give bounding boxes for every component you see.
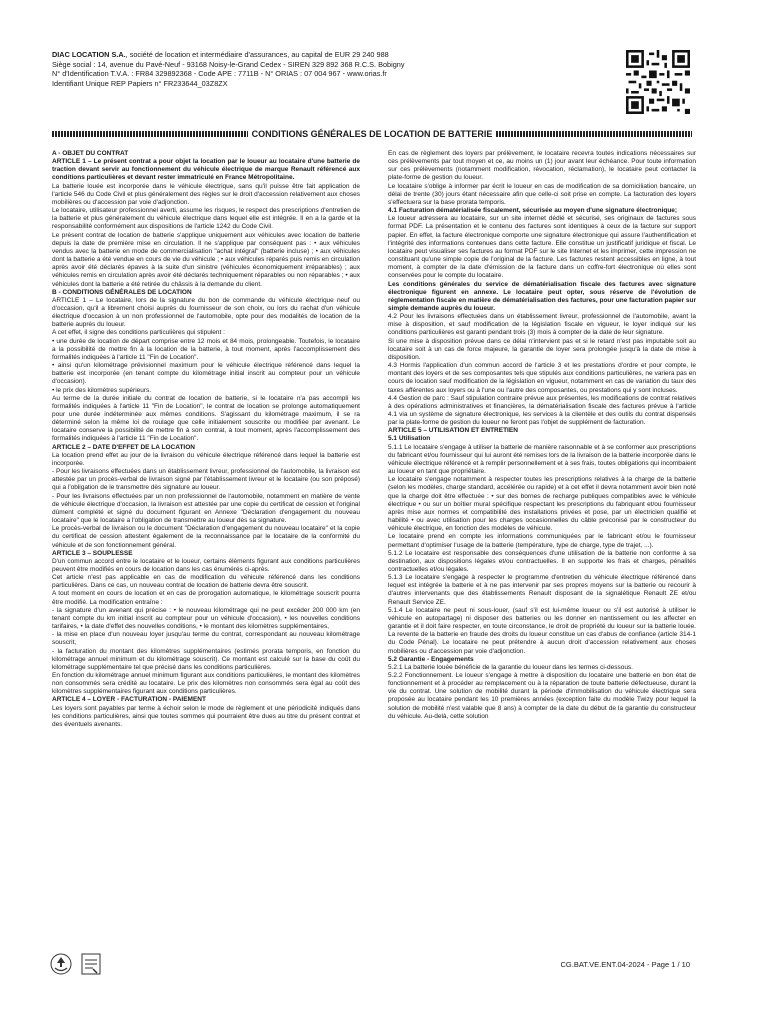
paragraph: La batterie louée est incorporée dans le véhicule électrique, sans qu'il puisse être fait application de l'article 546 du Code Civil et plus généralement des règles sur le droit d'accession relativement aux choses mobilières ou d'accession par voie d'adjonction. bbox=[52, 182, 360, 206]
paragraph: Le locataire s'oblige à informer par écrit le loueur en cas de modification de sa domiciliation bancaire, un délai de trente (30) jours étant nécessaire afin que celle-ci soit prise en compte. La facturation des loyers s'effectuera sur la base prorata temporis. bbox=[388, 182, 696, 206]
title-rule-right bbox=[496, 131, 692, 137]
paragraph: Les loyers sont payables par terme à échoir selon le mode de règlement et une périodicité indiqués dans les conditions particulières, ainsi que toutes sommes qui pourraient être dues au titre du présent contrat et des éventuels avenants. bbox=[52, 704, 360, 728]
section-heading: ARTICLE 3 – SOUPLESSE bbox=[52, 549, 133, 557]
paragraph: - la facturation du montant des kilomètres supplémentaires (estimés prorata temporis, en fonction du kilométrage annuel minimum et du kilométrage souscrit). Ce montant est calculé sur la base du coût du kilométrage supplémentaire tel que précisé dans les conditions particulières. bbox=[52, 647, 360, 671]
paragraph: ARTICLE 1 – Le locataire, lors de la signature du bon de commande du véhicule électrique neuf ou d'occasion, qu'il a librement choisi auprès du fournisseur de son choix, ou lors du rachat d'un véhicule électrique d'occasion à un non professionnel de l'automobile, opte pour des modalités de location de la batterie auprès du loueur. bbox=[52, 296, 360, 329]
paragraph: Au terme de la durée initiale du contrat de location de batterie, si le locataire n'a pas accompli les formalités indiquées à l'article 11 "Fin de Location", le contrat de location se prolonge automatiquement pour une durée indéterminée aux mêmes conditions. S'agissant du kilométrage maximum, il se ra déterminé selon la même loi de roulage que celle initialement souscrite ou modifiée par avenant. Le locataire conserve la possibilité de mettre fin à son contrat, à tout moment, après l'accomplissement des formalités indiquées à l'article 11 "Fin de Location". bbox=[52, 394, 360, 443]
paragraph: Le loueur adressera au locataire, sur un site internet dédié et sécurisé, ses originaux de factures sous format PDF. La présentation et le contenu des factures sont identiques à ceux de la facture sur support papier. En effet, la facture électronique comporte une signature électronique qui assure l'authentification et l'intégrité des informations contenues dans cette facture. Elle constitue un justificatif juridique et fiscal. Le locataire peut visualiser ses factures au format PDF sur le site Internet et les imprimer, cette impression ne constituant qu'une simple copie de l'original de la facture. Les factures restent accessibles en ligne, à tout moment, à compter de la date d'émission de la facture dans un coffre-fort électronique où elles sont conservées pour le compte du locataire. bbox=[388, 215, 696, 280]
paragraph: ARTICLE 1 – Le présent contrat a pour objet la location par le loueur au locataire d'une batterie de traction devant servir au fonctionnement du véhicule électrique de marque Renault référencé aux conditions particulières et devant rester immatriculé en France Métropolitaine. bbox=[52, 158, 360, 182]
paragraph: 5.1.2 Le locataire est responsable des conséquences d'une utilisation de la batterie non conforme à sa destination, aux dispositions légales et/ou contractuelles. Il en supporte les frais et charges, pénalités contractuelles et/ou légales. bbox=[388, 549, 696, 573]
paragraph: 5.2.2 Fonctionnement. Le loueur s'engage à mettre à disposition du locataire une batterie en bon état de fonctionnement et à procéder au remplacement ou à la réparation de toute batterie défectueuse, durant la vie du contrat. Une solution de mobilité durant la période d'immobilisation du véhicule électrique sera proposée au locataire pendant les 10 premières années (exception faite du modèle Twizy pour lequel la solution de mobilité n'est valable que 8 ans) à compter de la date du début de la garantie du constructeur du véhicule. Au-delà, cette solution bbox=[388, 672, 696, 720]
paragraph: 4.4 Gestion de parc : Sauf stipulation contraire prévue aux présentes, les modifications de contrat relatives à des opérations administratives et financières, la dématérialisation fiscale des factures prévue à l'article 4.1 via un système de signature électronique, les services à la clientèle et des outils du contrat dispensés par la plate-forme de gestion du loueur ne feront pas l'objet de supplément de facturation. bbox=[388, 394, 696, 427]
paragraph: 5.2.1 La batterie louée bénéficie de la garantie du loueur dans les termes ci-dessous. bbox=[388, 663, 633, 671]
paragraph: Les conditions générales du service de dématérialisation fiscale des factures avec signature électronique figurent en annexe. Le locataire peut opter, sous réserve de l'évolution de réglementation fiscale en matière de dématérialisation des factures, pour une facturation papier sur simple demande auprès du loueur. bbox=[388, 280, 696, 312]
right-column bbox=[388, 150, 696, 721]
paragraph: • une durée de location de départ comprise entre 12 mois et 84 mois, prolongeable. Toutefois, le locataire a la possibilité de mettre fin à la location de la batterie, à tout moment, après l'accomplissement des formalités indiquées à l'article 11 "Fin de Location". bbox=[52, 337, 360, 361]
footer-icons bbox=[50, 952, 102, 976]
section-heading: A - OBJET DU CONTRAT bbox=[52, 150, 129, 157]
recycle-icon bbox=[50, 953, 72, 975]
paragraph: • ainsi qu'un kilométrage prévisionnel maximum pour le véhicule électrique référencé dans lequel la batterie est incorporée (en tenant compte du kilométrage initial inscrit au compteur pour un véhicule d'occasion). bbox=[52, 362, 360, 386]
paragraph: - la signature d'un avenant qui précise : • le nouveau kilométrage qui ne peut excéder 200 000 km (en tenant compte du km initial inscrit au compteur pour un véhicule d'occasion), • les nouvelles conditions tarifaires, • la date d'effet des nouvelles conditions, • le montant des kilomètres supplémentaires, bbox=[52, 606, 360, 631]
paragraph: En fonction du kilométrage annuel minimum figurant aux conditions particulières, le montant des kilomètres non consommés sera crédité au locataire. Le prix des kilomètres non consommés sera égal au coût des kilomètres supplémentaires figurant aux conditions particulières. bbox=[52, 672, 360, 696]
document-scan-icon bbox=[80, 952, 102, 976]
company-line-2: Siège social : 14, avenue du Pavé-Neuf - 93168 Noisy-le-Grand Cedex - SIREN 329 892 368 R.C.S. Bobigny bbox=[52, 59, 405, 69]
section-heading: ARTICLE 4 – LOYER - FACTURATION - PAIEMENT bbox=[52, 696, 206, 704]
section-heading: ARTICLE 5 – UTILISATION ET ENTRETIEN bbox=[388, 427, 518, 435]
company-line-4: Identifiant Unique REP Papiers n° FR233644_03Z8ZX bbox=[52, 78, 228, 88]
page-reference: CG.BAT.VE.ENT.04-2024 - Page 1 / 10 bbox=[560, 960, 690, 969]
document-title: CONDITIONS GÉNÉRALES DE LOCATION DE BATTERIE bbox=[251, 129, 493, 139]
title-row bbox=[52, 128, 692, 140]
paragraph: - Pour les livraisons effectuées dans un établissement livreur, professionnel de l'automobile, la livraison est attestée par un procès-verbal de livraison signé par l'établissement livreur et le locataire (ou son préposé) qui a l'obligation de le transmettre dès signature au loueur. bbox=[52, 468, 360, 492]
paragraph: A cet effet, il signe des conditions particulières qui stipulent : bbox=[52, 329, 225, 337]
title-rule-left bbox=[52, 131, 248, 137]
paragraph: La location prend effet au jour de la livraison du véhicule électrique référencé dans lequel la batterie est incorporée. bbox=[52, 451, 360, 467]
paragraph: A tout moment en cours de location et en cas de prorogation automatique, le kilométrage souscrit pourra être modifié. La modification entraîne : bbox=[52, 590, 360, 606]
company-line-3: N° d'Identification T.V.A. : FR84 329892368 - Code APE : 7711B - N° ORIAS : 07 004 967 - www.orias.fr bbox=[52, 69, 387, 79]
company-line-1 bbox=[52, 50, 612, 60]
section-heading: ARTICLE 2 – DATE D'EFFET DE LA LOCATION bbox=[52, 443, 195, 451]
paragraph: Si une mise à disposition prévue dans ce délai n'intervient pas et si le retard n'est pas imputable soit au locataire soit à un cas de force majeure, la garantie de loyer sera prolongée jusqu'à la date de mise à disposition. bbox=[388, 337, 696, 361]
section-heading: 5.1 Utilisation bbox=[388, 435, 431, 443]
section-heading: B - CONDITIONS GÉNÉRALES DE LOCATION bbox=[52, 288, 192, 296]
paragraph: 4.2 Pour les livraisons effectuées dans un établissement livreur, professionnel de l'automobile, avant la mise à disposition, et sauf modification de la législation fiscale en vigueur, le loyer indiqué sur les conditions particulières est garanti pendant trois (3) mois à compter de la date de leur signature. bbox=[388, 313, 696, 337]
paragraph: - Pour les livraisons effectuées par un non professionnel de l'automobile, notamment en matière de vente de véhicule électrique d'occasion, la livraison est attestée par une copie du certificat de cession et l'original dûment complété et signé du document figurant en Annexe "Déclaration d'engagement du nouveau locataire" que le locataire a l'obligation de transmettre au loueur dès sa signature. bbox=[52, 492, 360, 525]
company-header bbox=[52, 50, 612, 88]
paragraph: 5.1.3 Le locataire s'engage à respecter le programme d'entretien du véhicule électrique référencé dans lequel est intégrée la batterie et à ne pas intervenir par ses propres moyens sur la batterie ou recourir à d'autres intervenants que des établissements Renault disposant de la signalétique Renault ZE et/ou Renault Service ZE. bbox=[388, 574, 696, 606]
paragraph: Le locataire prend en compte les informations communiquées par le fabricant et/ou le fournisseur permettant d'optimiser l'usage de la batterie (température, type de charge, type de trajet, ...). bbox=[388, 533, 696, 549]
paragraph: • le prix des kilomètres supérieurs. bbox=[52, 386, 152, 394]
section-heading: 5.2 Garantie - Engagements bbox=[388, 655, 474, 663]
paragraph: Le procès-verbal de livraison ou le document "Déclaration d'engagement du nouveau locataire" et la copie du certificat de cession attestent également de la reconnaissance par le locataire de la conformité du véhicule et de son fonctionnement général. bbox=[52, 525, 360, 549]
paragraph: 4.3 Hormis l'application d'un commun accord de l'article 3 et les prestations d'ordre et pour compte, le montant des loyers et de ses composantes tels que stipulés aux conditions particulières, ne variera pas en cours de location sauf modification de la législation en vigueur, notamment en cas de variation du taux des taxes afférentes aux loyers ou à l'une ou l'autre des composantes, ou prestations qui y sont incluses. bbox=[388, 362, 696, 394]
section-heading: 4.1 Facturation dématérialisée fiscalement, sécurisée au moyen d'une signature électronique; bbox=[388, 207, 678, 215]
paragraph: - la mise en place d'un nouveau loyer jusqu'au terme du contrat, correspondant au nouveau kilométrage souscrit, bbox=[52, 631, 360, 647]
paragraph: 5.1.1 Le locataire s'engage à utiliser la batterie de manière raisonnable et à se conformer aux prescriptions du fabricant et/ou fournisseur qui lui auront été remises lors de la livraison de la batterie incorporée dans le véhicule électrique référencé et à remplir personnellement et à ses frais, toutes obligations qui incombaient au loueur en tant que propriétaire. bbox=[388, 443, 696, 476]
paragraph: Le locataire, utilisateur professionnel averti, assume les risques, le respect des prescriptions d'entretien de la batterie et plus généralement du véhicule électrique dans lequel elle est intégrée. Il en a la garde et la responsabilité conformément aux dispositions de l'article 1242 du Code Civil. bbox=[52, 207, 360, 231]
paragraph: 5.1.4 Le locataire ne peut ni sous-louer, (sauf s'il est lui-même loueur ou s'il est autorisé à utiliser le véhicule en autopartage) ni disposer des batteries ou les donner en nantissement ou les affecter en garantie et il doit faire respecter, en toute circonstance, le droit de propriété du loueur sur la batterie louée. La revente de la batterie en fraude des droits du loueur constitue un cas d'abus de confiance (article 314-1 du Code Pénal). Le locataire ne peut prétendre à aucun droit d'accession relativement aux choses mobilières ou d'accession par voie d'adjonction. bbox=[388, 606, 696, 655]
paragraph: D'un commun accord entre le locataire et le loueur, certains éléments figurant aux conditions particulières peuvent être modifiés en cours de location dans les cas énumérés ci-après. bbox=[52, 557, 360, 573]
qr-code-icon bbox=[626, 50, 690, 114]
paragraph: Cet article n'est pas applicable en cas de modification du véhicule référencé dans les conditions particulières. Dans ce cas, un nouveau contrat de location de batterie devra être souscrit. bbox=[52, 574, 360, 590]
left-column bbox=[52, 150, 360, 729]
paragraph: Le locataire s'engage notamment à respecter toutes les prescriptions relatives à la charge de la batterie (selon les modèles, charge standard, accélérée ou rapide) et à cet effet il devra notamment avoir bien noté que la charge doit être effectuée : • sur des bornes de recharge publiques compatibles avec le véhicule électrique • ou sur un boîtier mural spécifique respectant les prescriptions du fabriquant et/ou fournisseur après mise aux normes et compatibilité des installations privées et pose, par un électricien qualifié et habilité • ou avec utilisation pour les charges occasionnelles du câble préconisé par le constructeur du véhicule électrique, en fonction des modèles de véhicule. bbox=[388, 476, 696, 533]
company-name: DIAC LOCATION S.A. bbox=[52, 50, 126, 59]
paragraph: En cas de règlement des loyers par prélèvement, le locataire recevra toutes indications nécessaires sur ces prélèvements par tout moyen et ce, au moins un (1) jour avant leur échéance. Pour toute information sur ces prélèvements (notamment modification, révocation, réclamation), le locataire peut contacter la plate-forme de gestion du loueur. bbox=[388, 150, 696, 182]
company-description: , société de location et intermédiaire d'assurances, au capital de EUR 29 240 988 bbox=[125, 50, 389, 59]
paragraph: Le présent contrat de location de batterie s'applique uniquement aux véhicules avec location de batterie depuis la date de première mise en circulation. Il ne s'applique par conséquent pas : • aux véhicules vendus avec la batterie en mode de commercialisation "achat intégral" (batterie incluse) ; • aux véhicules dont la batterie a été vendue en cours de vie du véhicule ; • aux véhicules réparés puis remis en circulation après avoir été déclarés épaves à la suite d'un sinistre (véhicules économiquement irréparables) ; aux véhicules remis en circulation après avoir été déclarés techniquement réparables ou non réparables ; • aux véhicules dont la batterie a été retirée du châssis à la demande du client. bbox=[52, 231, 360, 288]
